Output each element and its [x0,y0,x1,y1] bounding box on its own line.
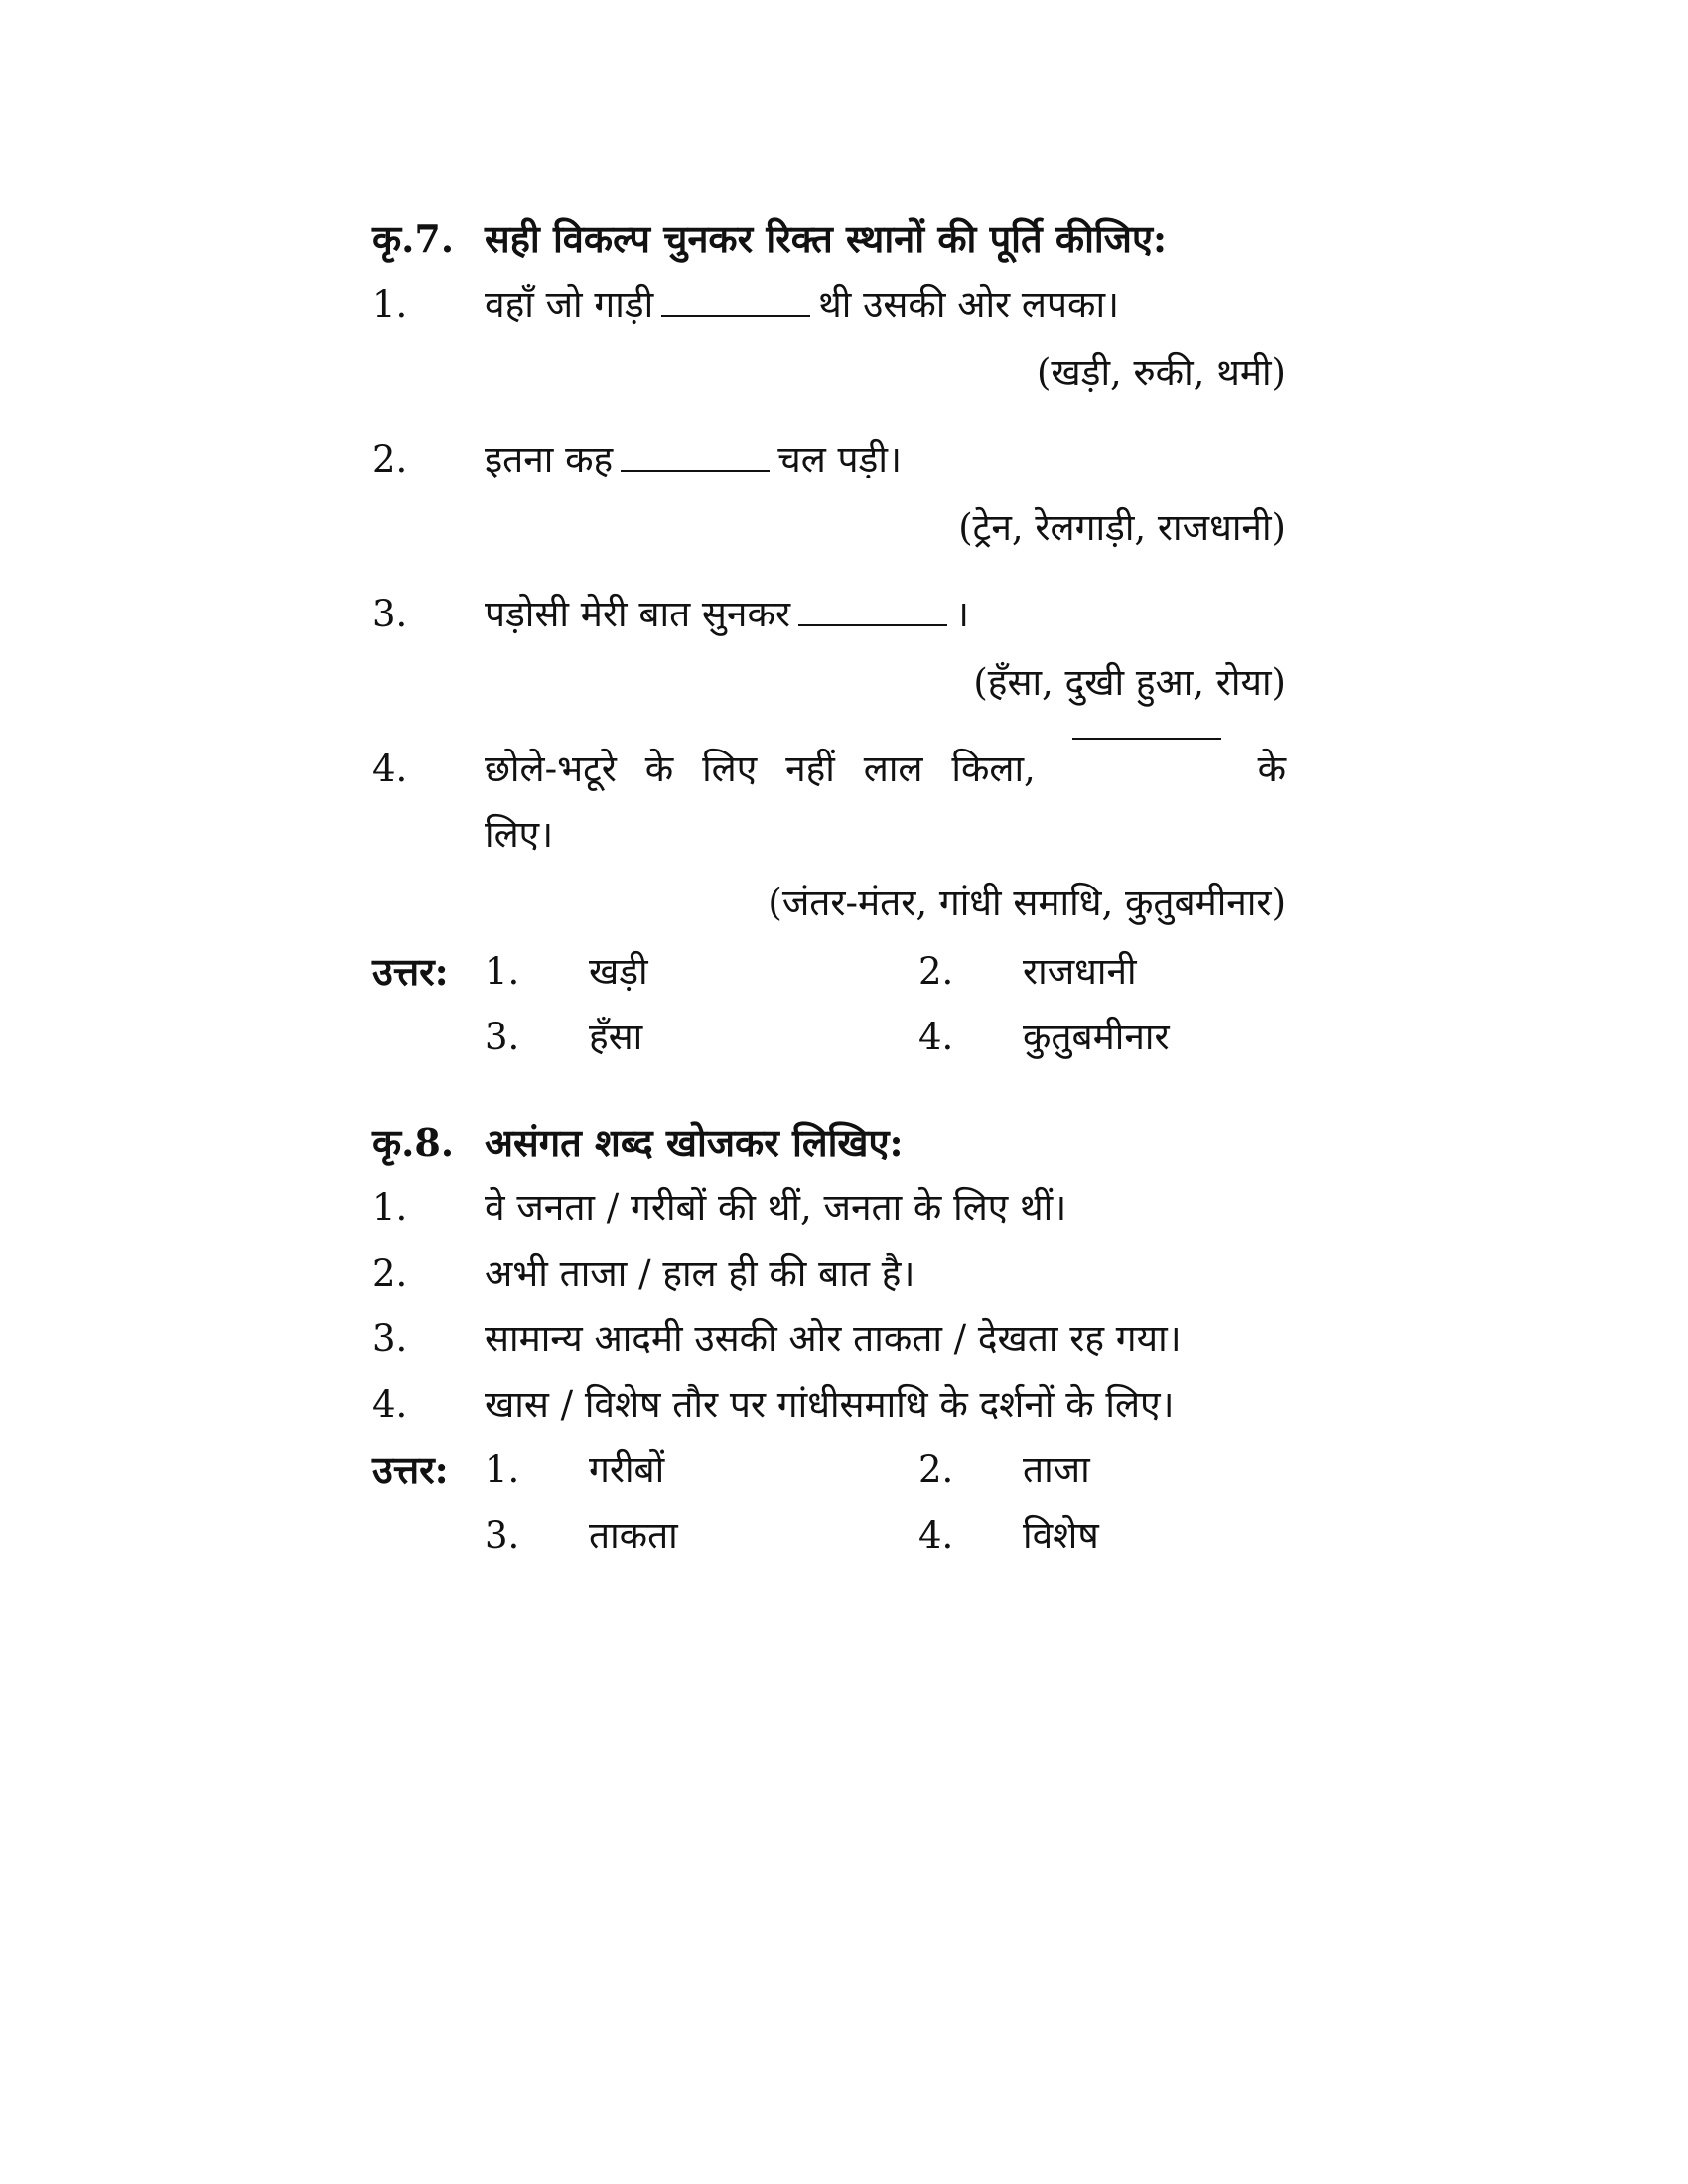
item-text: वे जनता / गरीबों की थीं, जनता के लिए थीं। [485,1186,1067,1229]
fill-item-1 [372,272,1286,409]
answer-label: उत्तर: [372,1447,449,1492]
answer-word: ताजा [1023,1448,1090,1491]
answer-word: हँसा [589,1016,643,1058]
answers-8 [372,1437,1286,1569]
item-continuation: लिए। [485,813,554,856]
item-number: 4. [372,1383,408,1426]
odd-word-item-4 [372,1372,1286,1437]
question-7-heading [372,206,1286,272]
answer-number: 3. [485,1514,520,1557]
answer-word: कुतुबमीनार [1023,1016,1170,1058]
answers-7 [372,939,1286,1070]
item-options: (जंतर-मंतर, गांधी समाधि, कुतुबमीनार) [768,882,1286,924]
item-text-after: चल पड़ी। [777,438,902,480]
item-text-before: इतना कह [485,438,614,480]
fill-item-2 [372,427,1286,564]
answer-word: ताकता [589,1514,678,1557]
item-text: अभी ताजा / हाल ही की बात है। [485,1252,915,1295]
answer-word: खड़ी [589,950,648,993]
item-number: 2. [372,1252,408,1295]
answer-number: 4. [918,1514,954,1557]
blank-line [798,623,947,626]
item-text-after: । [955,593,970,635]
answer-number: 1. [485,1448,520,1491]
question-8 [372,1110,1286,1569]
answer-label: उत्तर: [372,949,449,994]
odd-word-item-1 [372,1175,1286,1241]
item-text-after: थी उसकी ओर लपका। [818,283,1120,326]
item-number: 1. [372,283,408,326]
item-text-after: के [1257,748,1286,790]
question-title: सही विकल्प चुनकर रिक्त स्थानों की पूर्ति कीजिए: [485,216,1168,261]
item-options: (हँसा, दुखी हुआ, रोया) [973,661,1286,704]
item-options: (ट्रेन, रेलगाड़ी, राजधानी) [958,506,1286,549]
item-number: 1. [372,1186,408,1229]
item-number: 2. [372,438,408,480]
fill-item-4 [372,737,1286,939]
answer-word: गरीबों [589,1448,665,1491]
answer-number: 2. [918,1448,954,1491]
fill-item-3 [372,582,1286,719]
item-word: लिए [702,748,758,790]
answer-number: 1. [485,950,520,993]
answer-word: राजधानी [1023,950,1137,993]
item-word: लाल [863,748,923,790]
answer-word: विशेष [1023,1514,1099,1557]
item-text: सामान्य आदमी उसकी ओर ताकता / देखता रह गया। [485,1317,1182,1360]
item-number: 3. [372,1317,408,1360]
blank-line [621,469,770,472]
question-7 [372,206,1286,1070]
odd-word-item-2 [372,1241,1286,1306]
blank-line [661,314,810,317]
item-word: के [644,748,674,790]
item-word: किला, [951,748,1036,790]
item-text-before: पड़ोसी मेरी बात सुनकर [485,593,791,635]
item-text-before: वहाँ जो गाड़ी [485,283,654,326]
answer-number: 3. [485,1016,520,1058]
answer-number: 2. [918,950,954,993]
item-number: 3. [372,593,408,635]
item-options: (खड़ी, रुकी, थमी) [1036,351,1286,394]
item-word: छोले-भटूरे [485,748,617,790]
item-word: नहीं [785,748,835,790]
odd-word-item-3 [372,1306,1286,1372]
question-8-heading [372,1110,1286,1175]
blank-line [1072,737,1221,740]
item-number: 4. [372,748,408,790]
question-title: असंगत शब्द खोजकर लिखिए: [485,1120,904,1164]
question-number: कृ.7. [372,216,455,261]
answer-number: 4. [918,1016,954,1058]
item-text: खास / विशेष तौर पर गांधीसमाधि के दर्शनों के लिए। [485,1383,1175,1426]
question-number: कृ.8. [372,1120,455,1164]
